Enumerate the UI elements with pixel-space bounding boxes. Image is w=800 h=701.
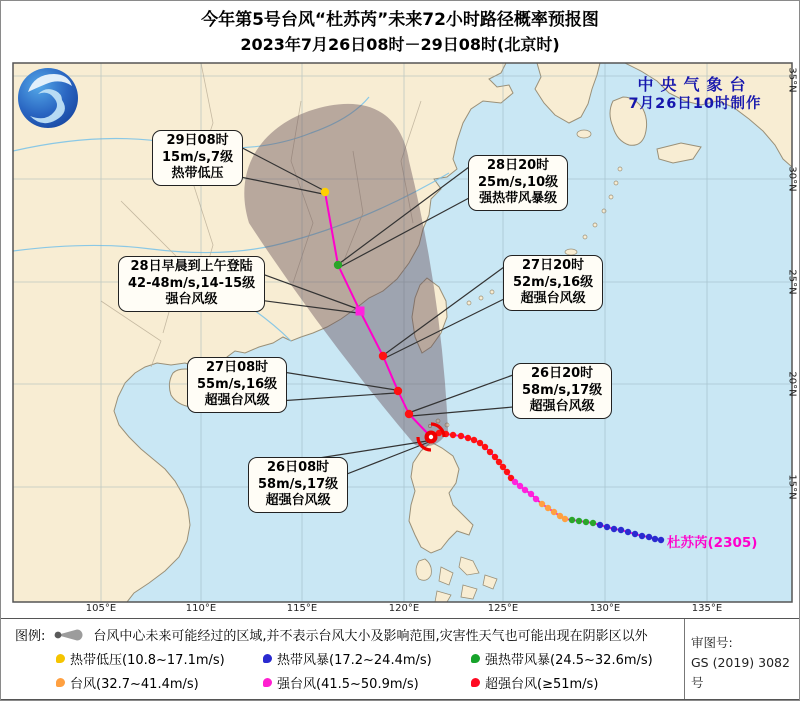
lat-tick-20N: 20°N	[786, 371, 798, 397]
callout-time: 29日08时	[166, 133, 229, 148]
callout-category: 超强台风级	[529, 399, 595, 414]
lon-tick-125E: 125°E	[487, 603, 519, 614]
cma-logo-icon	[17, 67, 79, 129]
storm-name-label: 杜苏芮(2305)	[667, 535, 758, 551]
callout-category: 强台风级	[165, 292, 218, 307]
super-ty-marker-icon	[471, 678, 480, 687]
callout-29d08h	[152, 130, 243, 186]
callout-26d08h	[248, 457, 348, 513]
callout-time: 27日20时	[521, 258, 585, 273]
callout-26d20h	[512, 363, 612, 419]
legend-title: 图例:	[15, 629, 46, 644]
callout-27d08h	[187, 357, 287, 413]
sts-marker-icon	[471, 654, 480, 663]
legend-item-sty: 强台风(41.5~50.9m/s)	[263, 673, 419, 692]
approval-number: GS (2019) 3082号	[691, 655, 790, 690]
td-marker-icon	[56, 654, 65, 663]
callout-category: 超强台风级	[265, 493, 331, 508]
callout-category: 热带低压	[171, 166, 224, 181]
issuer-agency: 中央气象台	[637, 75, 753, 94]
legend-divider	[684, 619, 685, 699]
legend-item-sts: 强热带风暴(24.5~32.6m/s)	[471, 649, 653, 668]
lat-tick-25N: 25°N	[786, 269, 798, 295]
callout-category: 超强台风级	[204, 393, 270, 408]
callout-27d20h	[503, 255, 603, 311]
callout-28d-landfall	[118, 256, 265, 312]
callout-time: 28日20时	[486, 158, 550, 173]
legend-item-super-ty: 超强台风(≥51m/s)	[471, 673, 598, 692]
legend-item-td: 热带低压(10.8~17.1m/s)	[56, 649, 225, 668]
lon-tick-130E: 130°E	[589, 603, 621, 614]
title-line2: 2023年7月26日08时－29日08时(北京时)	[240, 35, 560, 54]
callout-time: 26日08时	[266, 460, 330, 475]
map-approval-number	[691, 633, 800, 693]
title-line1: 今年第5号台风“杜苏芮”未来72小时路径概率预报图	[201, 10, 599, 30]
lat-tick-15N: 15°N	[786, 474, 798, 500]
legend-cone-row	[15, 625, 648, 644]
callout-time: 28日早晨到上午登陆	[130, 259, 253, 274]
lon-tick-115E: 115°E	[286, 603, 318, 614]
callout-category: 超强台风级	[520, 291, 586, 306]
legend-cone-note: 台风中心未来可能经过的区域,并不表示台风大小及影响范围,灾害性天气也可能出现在阴影区以外	[93, 629, 648, 644]
approval-label: 审图号:	[691, 635, 733, 650]
callout-wind: 52m/s,16级	[513, 274, 594, 290]
callout-time: 27日08时	[205, 360, 269, 375]
callout-wind: 15m/s,7级	[162, 149, 234, 165]
lon-tick-120E: 120°E	[388, 603, 420, 614]
ty-marker-icon	[56, 678, 65, 687]
callout-wind: 55m/s,16级	[197, 376, 278, 392]
sty-marker-icon	[263, 678, 272, 687]
issuer-credit	[605, 75, 785, 114]
legend-item-ty: 台风(32.7~41.4m/s)	[56, 673, 199, 692]
callout-wind: 42-48m/s,14-15级	[128, 275, 256, 291]
legend-item-ts: 热带风暴(17.2~24.4m/s)	[263, 649, 432, 668]
lon-tick-135E: 135°E	[691, 603, 723, 614]
callout-time: 26日20时	[530, 366, 594, 381]
callout-28d20h	[468, 155, 568, 211]
lon-tick-110E: 110°E	[185, 603, 217, 614]
cone-icon	[53, 627, 87, 643]
jeju-island	[577, 130, 591, 138]
callout-wind: 25m/s,10级	[478, 174, 559, 190]
lat-tick-30N: 30°N	[786, 166, 798, 192]
ts-marker-icon	[263, 654, 272, 663]
legend-panel	[1, 618, 800, 700]
callout-category: 强热带风暴级	[479, 191, 558, 206]
lat-tick-35N: 35°N	[786, 67, 798, 93]
issue-time: 7月26日10时制作	[628, 96, 762, 112]
callout-wind: 58m/s,17级	[258, 476, 339, 492]
lon-tick-105E: 105°E	[85, 603, 117, 614]
callout-wind: 58m/s,17级	[522, 382, 603, 398]
